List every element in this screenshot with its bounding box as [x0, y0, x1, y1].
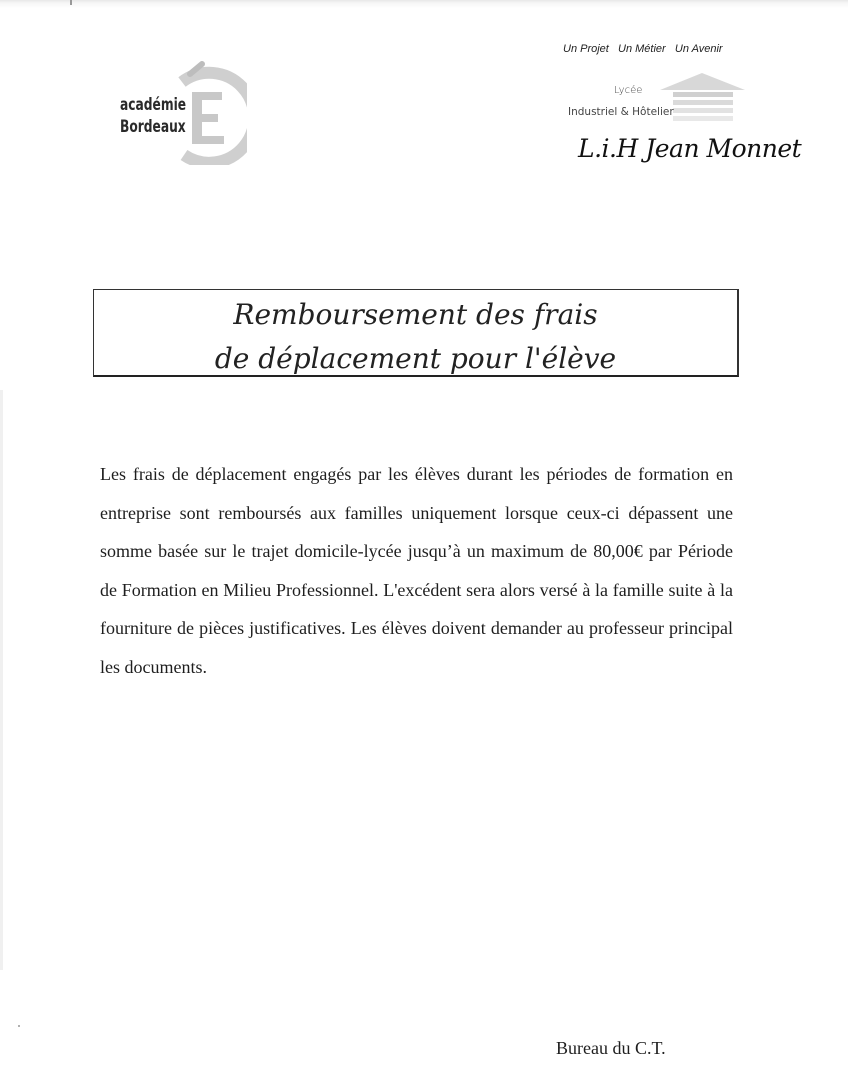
signature: Bureau du C.T.: [556, 1038, 666, 1058]
academie-logo-line1: académie: [120, 95, 187, 115]
lycee-label: Lycée: [614, 85, 643, 96]
lycee-name: L.i.H Jean Monnet: [578, 134, 802, 163]
academie-logo-text: [120, 94, 186, 138]
title-box: [93, 289, 739, 377]
scan-speck: [18, 1025, 20, 1027]
academie-logo-line2: Bordeaux: [120, 117, 186, 137]
scan-mark: [70, 0, 72, 5]
document-title-line1: Remboursement des frais: [233, 298, 598, 331]
school-motto: Un Projet Un Métier Un Avenir: [563, 43, 723, 55]
lycee-subtitle: Industriel & Hôtelier: [568, 106, 674, 118]
lycee-roof-logo-icon: [655, 70, 750, 130]
body-paragraph: Les frais de déplacement engagés par les élèves durant les périodes de formation en entreprise sont remboursés aux familles uniquement lorsque ceux-ci dépassent une somme basée sur le trajet domicile-lycée jusqu’à un maximum de 80,00€ par Période de Formation en Milieu Professionnel. L'excédent sera alors versé à la famille suite à la fourniture de pièces justificatives. Les élèves doivent demander au professeur principal les documents.: [100, 464, 733, 677]
document-title-line2: de déplacement pour l'élève: [214, 342, 617, 375]
scan-left-edge: [0, 390, 3, 970]
scan-top-edge: [0, 0, 848, 8]
